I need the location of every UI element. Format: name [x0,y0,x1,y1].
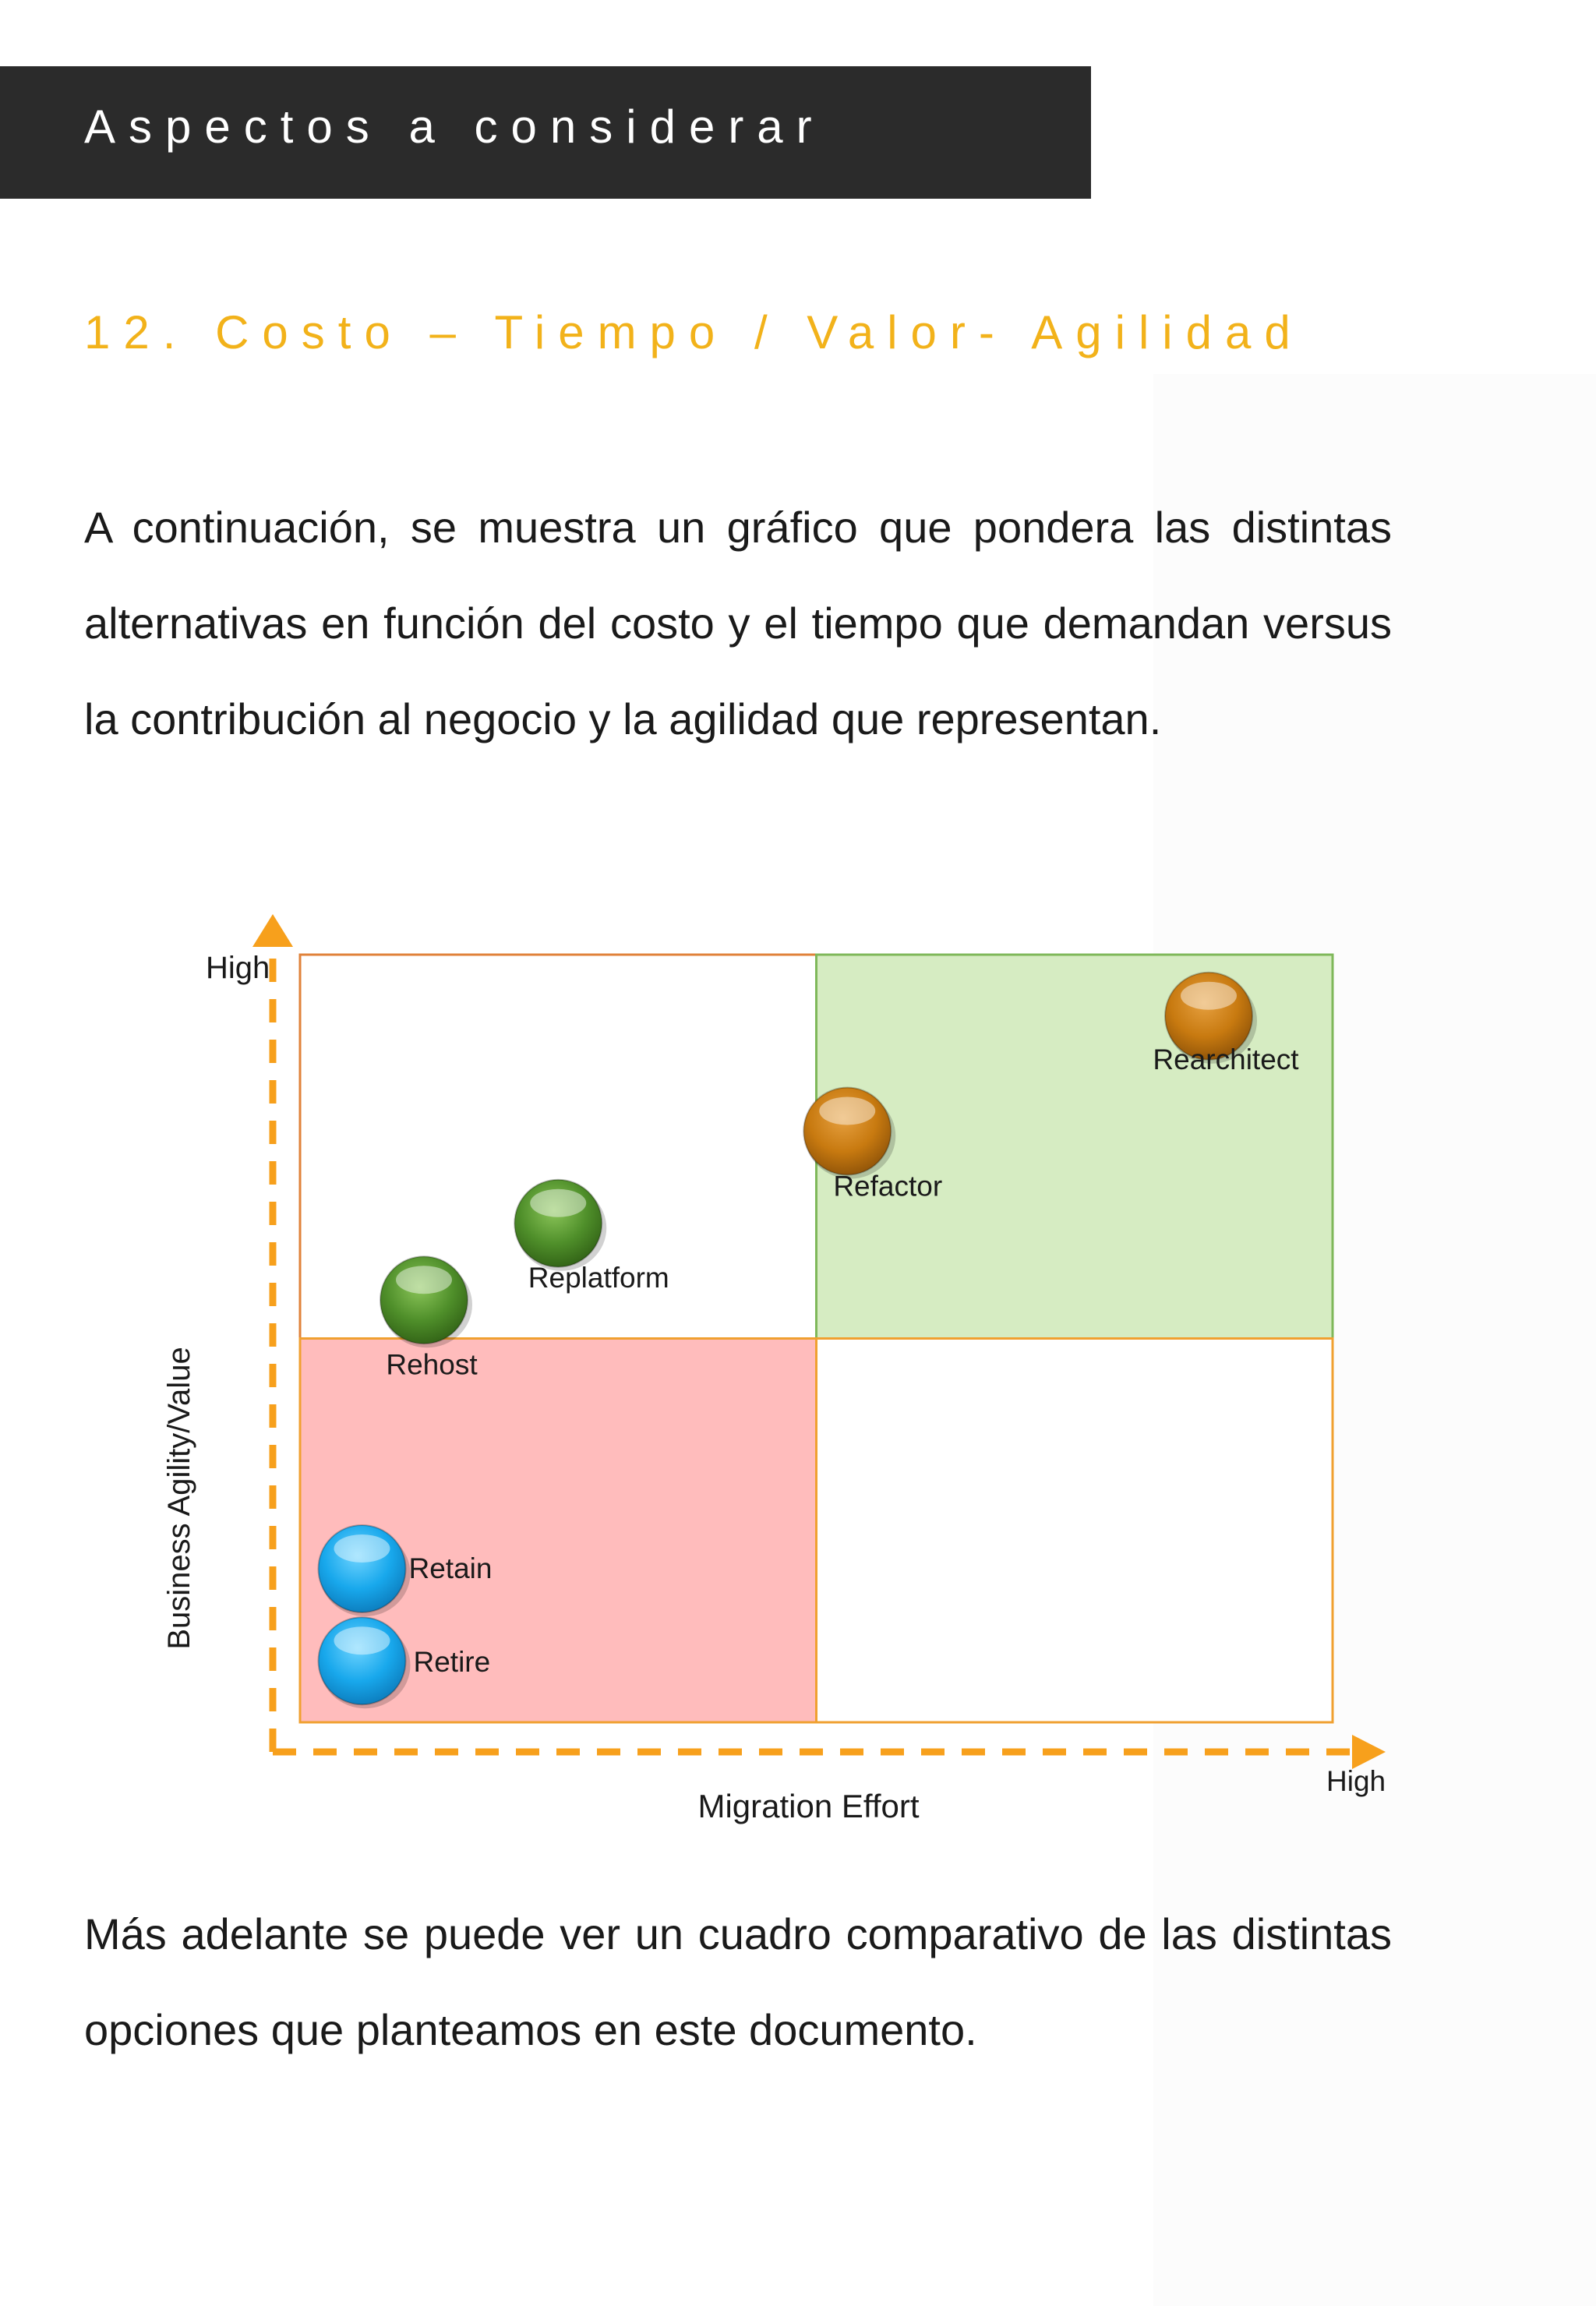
point-label-retire: Retire [413,1646,491,1679]
point-highlight [1181,982,1237,1010]
section-title: 12. Costo – Tiempo / Valor- Agilidad [84,306,1304,358]
x-high-label: High [1326,1765,1386,1797]
x-axis-title: Migration Effort [697,1788,920,1824]
point-highlight [334,1534,390,1563]
outro-paragraph: Más adelante se puede ver un cuadro comparativo de las distintas opciones que planteamos en este documento. [84,1909,1392,2054]
point-label-rearchitect: Rearchitect [1153,1043,1299,1075]
y-axis-title: Business Agility/Value [162,1347,196,1650]
y-high-label: High [206,951,270,985]
point-highlight [396,1266,452,1294]
quadrant-chart [148,904,1395,1839]
point-highlight [819,1097,875,1125]
point-label-rehost: Rehost [386,1348,478,1381]
point-highlight [530,1189,586,1217]
point-label-retain: Retain [408,1552,493,1584]
x-axis-arrow [1352,1735,1386,1769]
y-axis-arrow [252,914,293,947]
quadrant-bottom-right [817,1339,1333,1723]
intro-paragraph: A continuación, se muestra un gráfico que pondera las distintas alternativas en función del costo y el tiempo que demandan versus la contribución al negocio y la agilidad que representan. [84,503,1392,743]
point-label-refactor: Refactor [833,1170,943,1202]
point-label-replatform: Replatform [528,1261,669,1294]
point-highlight [334,1626,390,1654]
header-title: Aspectos a considerar [84,101,825,153]
